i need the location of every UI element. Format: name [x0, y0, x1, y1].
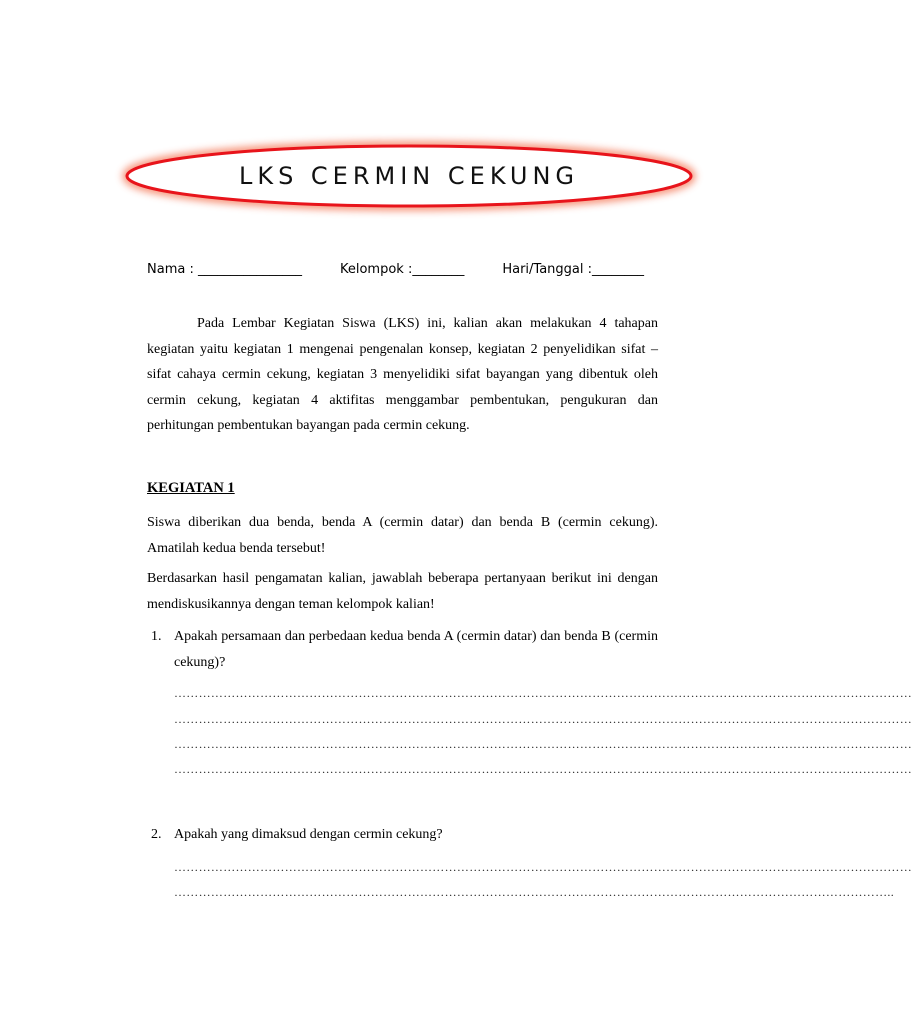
question-number: 1.: [151, 629, 162, 644]
title-banner: [118, 140, 700, 212]
answer-line[interactable]: ………………………………………………………………………………………………………………………………………………………………: [174, 860, 912, 874]
answer-line[interactable]: …………………………………………………………………………………………………………………………………………………………..: [174, 885, 894, 899]
statement-paragraph: Siswa diberikan dua benda, benda A (cermin datar) dan benda B (cermin cekung). Amatilah kedua benda tersebut!: [147, 515, 658, 556]
instruction-paragraph: Berdasarkan hasil pengamatan kalian, jawablah beberapa pertanyaan berikut ini dengan mendiskusikannya dengan teman kelompok kalian!: [147, 571, 658, 612]
identity-row: [147, 262, 692, 277]
group-field[interactable]: Kelompok :________: [339, 262, 465, 277]
name-field[interactable]: Nama : ________________: [147, 262, 302, 277]
answer-line[interactable]: ………………………………………………………………………………………………………………………………………………………………: [174, 686, 912, 700]
question-1: [147, 624, 658, 675]
question-2: [147, 822, 658, 848]
answer-line[interactable]: ………………………………………………………………………………………………………………………………………………………………: [174, 737, 912, 751]
date-field[interactable]: Hari/Tanggal :________: [502, 262, 644, 277]
answer-line[interactable]: ………………………………………………………………………………………………………………………………………………………………: [174, 762, 912, 776]
intro-paragraph: Pada Lembar Kegiatan Siswa (LKS) ini, kalian akan melakukan 4 tahapan kegiatan yaitu kegiatan 1 mengenai pengenalan konsep, kegiatan 2 penyelidikan sifat – sifat cahaya cermin cekung, kegiatan 3 menyelidiki sifat bayangan yang dibentuk oleh cermin cekung, kegiatan 4 aktifitas menggambar pembentukan, pengukuran dan perhitungan pembentukan bayangan pada cermin cekung.: [147, 316, 658, 433]
answer-line[interactable]: ………………………………………………………………………………………………………………………………………………………………: [174, 712, 912, 726]
page-title: LKS CERMIN CEKUNG: [238, 162, 580, 190]
question-number: 2.: [151, 827, 162, 842]
question-text: Apakah persamaan dan perbedaan kedua benda A (cermin datar) dan benda B (cermin cekung)?: [174, 629, 658, 670]
question-text: Apakah yang dimaksud dengan cermin cekung?: [174, 827, 443, 842]
section-heading: KEGIATAN 1: [147, 480, 235, 496]
